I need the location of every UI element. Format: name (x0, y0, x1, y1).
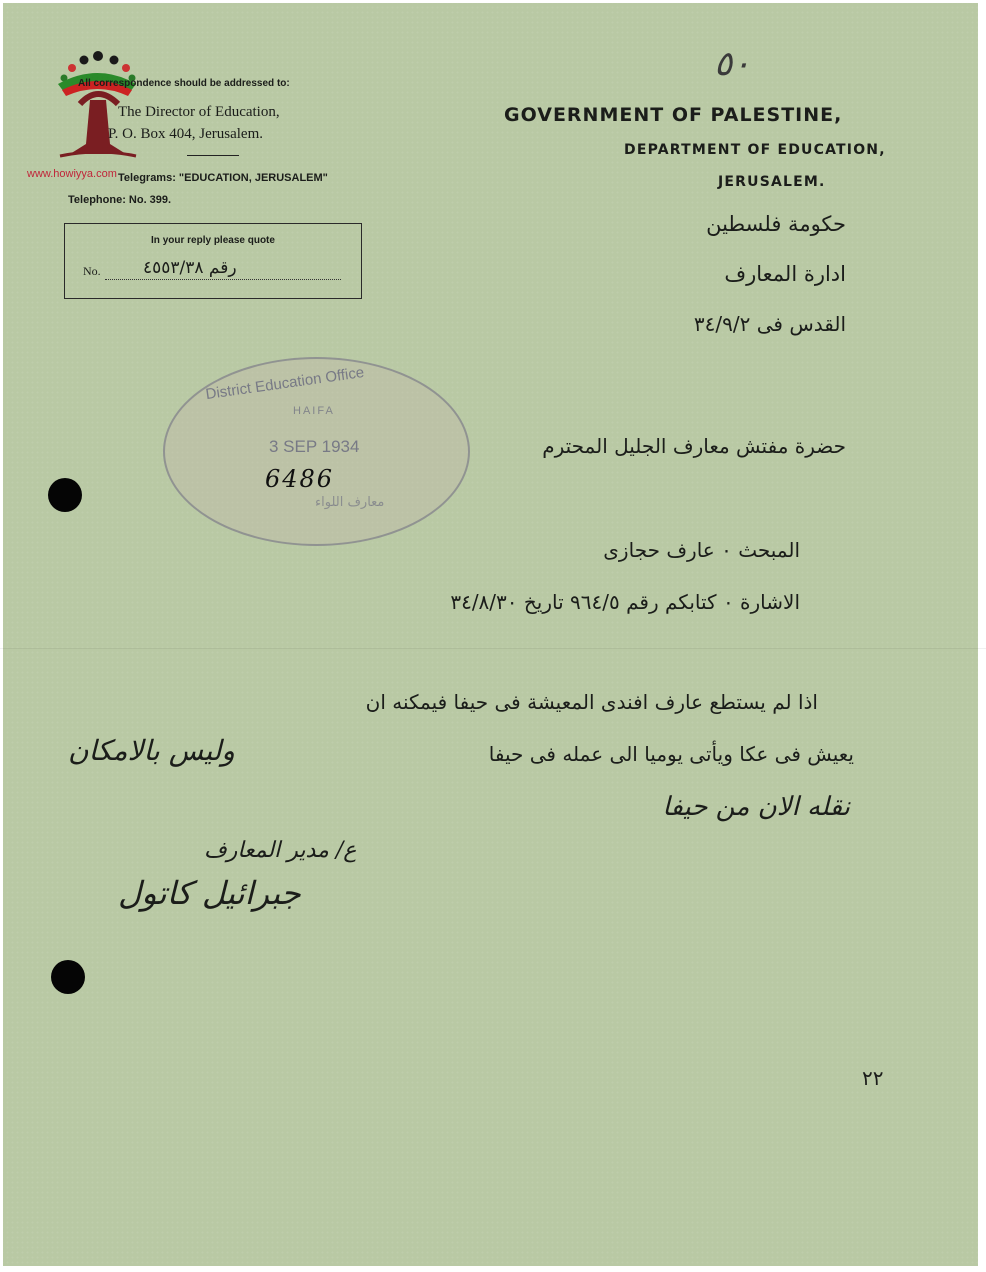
stamp-arabic-text: معارف اللواء (315, 495, 385, 510)
signature-name: جبرائيل كاتول (118, 874, 301, 912)
stamp-city: HAIFA (293, 405, 335, 417)
arabic-date-line: القدس فى ٣٤/٩/٢ (693, 312, 846, 336)
correspondence-note: All correspondence should be addressed to: (78, 78, 290, 89)
page-edge-right (978, 0, 986, 1272)
address-line-2: P. O. Box 404, Jerusalem. (108, 126, 263, 142)
watermark-url: www.howiyya.com (27, 168, 117, 180)
dept-title: DEPARTMENT OF EDUCATION, (624, 142, 886, 158)
telegrams-line: Telegrams: "EDUCATION, JERUSALEM" (118, 172, 328, 184)
page-edge-top (0, 0, 986, 3)
reply-number: رقم ٤٥٥٣/٣٨ (143, 258, 237, 278)
signature-title: ع/ مدير المعارف (204, 838, 357, 863)
arabic-dept-title: ادارة المعارف (724, 262, 846, 286)
page-mark: ٥٠ (714, 44, 751, 84)
addressee-line: حضرة مفتش معارف الجليل المحترم (542, 434, 846, 458)
telephone-line: Telephone: No. 399. (68, 194, 172, 206)
stamp-office: District Education Office (204, 363, 366, 404)
stamp-number: 6486 (265, 465, 335, 493)
page-edge-bottom (0, 1266, 986, 1272)
body-line-2: يعيش فى عكا ويأتى يوميا الى عمله فى حيفا (488, 742, 854, 766)
paper-fold (0, 648, 986, 649)
punch-hole-upper (48, 478, 82, 512)
subject-line: المبحث ٠ عارف حجازى (603, 538, 800, 562)
address-underline (187, 155, 239, 156)
reply-dotted-line (105, 279, 341, 280)
city-title: JERUSALEM. (718, 174, 826, 190)
body-handwritten-1: وليس بالامكان (68, 734, 235, 767)
body-handwritten-2: نقله الان من حيفا (662, 792, 850, 822)
reply-no-label: No. (83, 264, 101, 278)
page-edge-left (0, 0, 3, 1272)
reference-line: الاشارة ٠ كتابكم رقم ٩٦٤/٥ تاريخ ٣٤/٨/٣٠ (450, 590, 800, 614)
received-stamp (163, 357, 470, 546)
address-line-1: The Director of Education, (118, 104, 280, 120)
gov-title: GOVERNMENT OF PALESTINE, (504, 104, 843, 126)
arabic-gov-title: حكومة فلسطين (706, 212, 846, 236)
stamp-date: 3 SEP 1934 (269, 437, 360, 456)
punch-hole-lower (51, 960, 85, 994)
reply-reference-box (64, 223, 362, 299)
reply-caption: In your reply please quote (151, 235, 275, 246)
page-number: ٢٢ (862, 1066, 884, 1090)
body-line-1: اذا لم يستطع عارف افندى المعيشة فى حيفا فيمكنه ان (365, 690, 818, 714)
